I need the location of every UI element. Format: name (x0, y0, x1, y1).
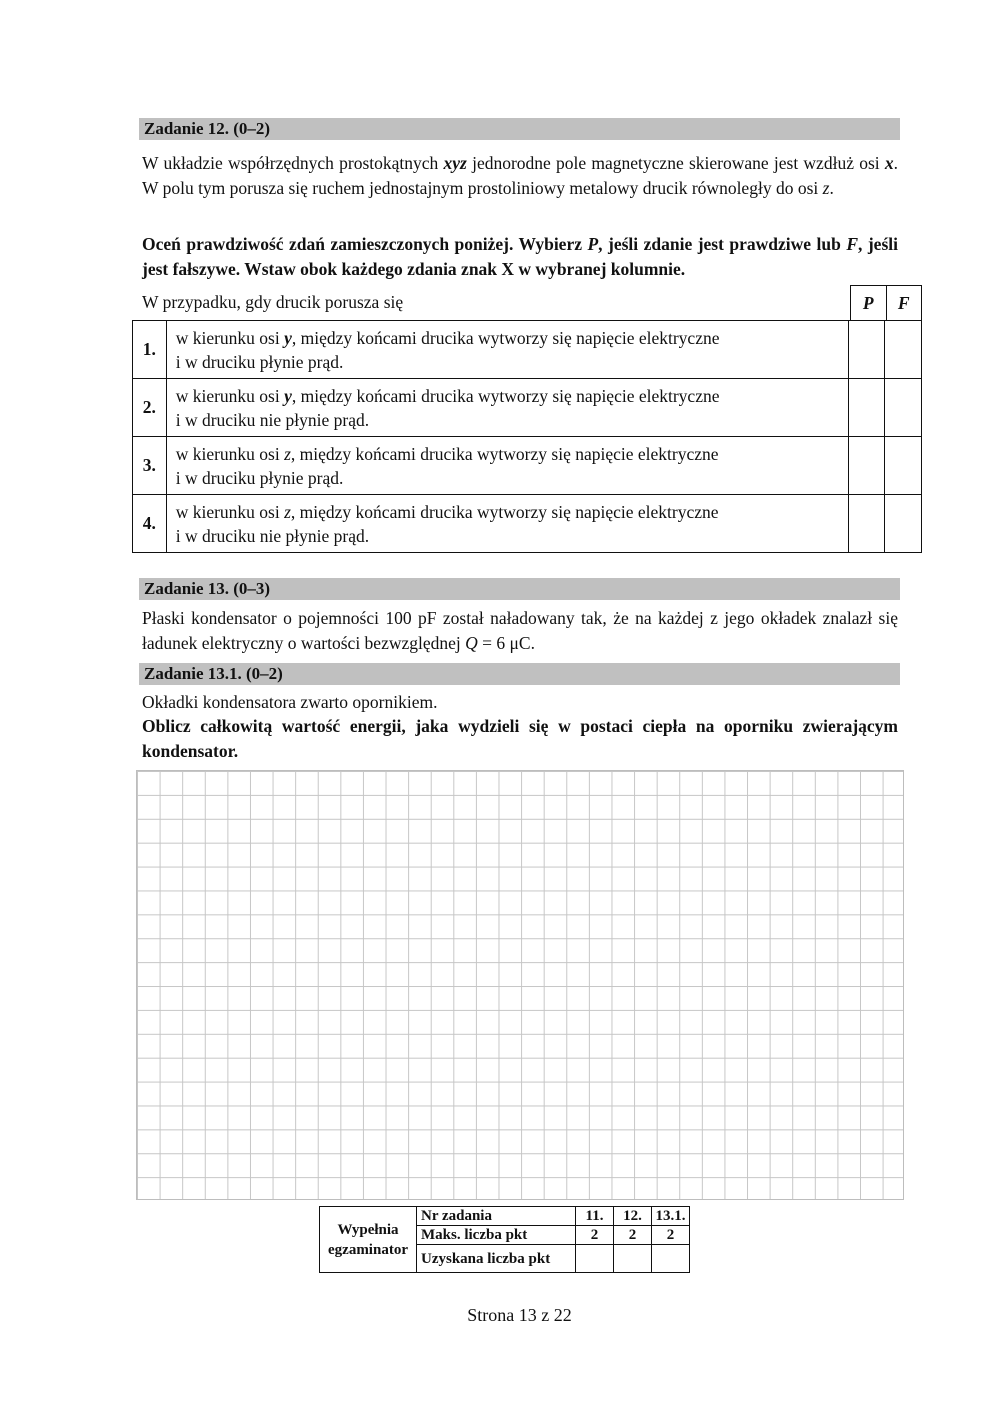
answer-f-cell[interactable] (885, 437, 922, 495)
pf-header (850, 285, 922, 320)
task-13-1-line: Okładki kondensatora zwarto opornikiem. (142, 692, 438, 712)
task-12-instruction: Oceń prawdziwość zdań zamieszczonych poniżej. Wybierz P, jeśli zdanie jest prawdziwe lub F, jeśli jest fałszywe. Wstaw obok każdego zdania znak X w wybranej kolumnie. (142, 234, 898, 279)
answer-grid[interactable] (136, 770, 904, 1200)
table-row (133, 495, 922, 553)
answer-f-cell[interactable] (885, 321, 922, 379)
task-13-1-header: Zadanie 13.1. (0–2) (139, 663, 900, 685)
task-number-label: Nr zadania (417, 1207, 576, 1226)
column-p-header: P (862, 292, 874, 313)
row-number: 1. (133, 321, 167, 379)
statement: w kierunku osi z, między końcami drucika wytworzy się napięcie elektryczne i w druciku nie płynie prąd. (166, 495, 848, 553)
answer-p-cell[interactable] (849, 495, 885, 553)
max-points-label: Maks. liczba pkt (417, 1226, 576, 1245)
answer-p-cell[interactable] (849, 437, 885, 495)
task-number: 13.1. (652, 1207, 690, 1226)
max-points: 2 (652, 1226, 690, 1245)
task-number: 12. (614, 1207, 652, 1226)
page-footer (0, 1305, 993, 1326)
task-13-intro: Płaski kondensator o pojemności 100 pF został naładowany tak, że na każdej z jego okładek znalazł się ładunek elektryczny o wartości bezwzględnej Q = 6 μC. (142, 608, 898, 653)
statement: w kierunku osi y, między końcami drucika wytworzy się napięcie elektryczne i w druciku płynie prąd. (166, 321, 848, 379)
statement: w kierunku osi y, między końcami drucika wytworzy się napięcie elektryczne i w druciku nie płynie prąd. (166, 379, 848, 437)
examiner-label: Wypełnia egzaminator (320, 1207, 417, 1273)
row-number: 2. (133, 379, 167, 437)
table-row (133, 379, 922, 437)
max-points: 2 (576, 1226, 614, 1245)
task-number: 11. (576, 1207, 614, 1226)
row-number: 3. (133, 437, 167, 495)
page-number: Strona 13 z 22 (467, 1305, 572, 1325)
max-points: 2 (614, 1226, 652, 1245)
earned-points-cell[interactable] (576, 1245, 614, 1273)
table-row (133, 321, 922, 379)
answer-f-cell[interactable] (885, 495, 922, 553)
task-12-header: Zadanie 12. (0–2) (139, 118, 900, 140)
true-false-table (132, 320, 922, 553)
task-13-header: Zadanie 13. (0–3) (139, 578, 900, 600)
earned-points-label: Uzyskana liczba pkt (417, 1245, 576, 1273)
earned-points-cell[interactable] (614, 1245, 652, 1273)
column-f-header: F (886, 286, 922, 320)
task-13-1-question: Oblicz całkowitą wartość energii, jaka wydzieli się w postaci ciepła na oporniku zwierającym kondensator. (142, 716, 898, 761)
examiner-table (319, 1206, 690, 1273)
answer-p-cell[interactable] (849, 321, 885, 379)
answer-f-cell[interactable] (885, 379, 922, 437)
task-12-intro: W układzie współrzędnych prostokątnych xyz jednorodne pole magnetyczne skierowane jest wzdłuż osi x. W polu tym porusza się ruchem jednostajnym prostoliniowy metalowy drucik równoległy do osi z. (142, 153, 898, 198)
earned-points-cell[interactable] (652, 1245, 690, 1273)
answer-p-cell[interactable] (849, 379, 885, 437)
row-number: 4. (133, 495, 167, 553)
table-row (133, 437, 922, 495)
table-lead-text: W przypadku, gdy drucik porusza się (142, 292, 404, 312)
statement: w kierunku osi z, między końcami drucika wytworzy się napięcie elektryczne i w druciku płynie prąd. (166, 437, 848, 495)
